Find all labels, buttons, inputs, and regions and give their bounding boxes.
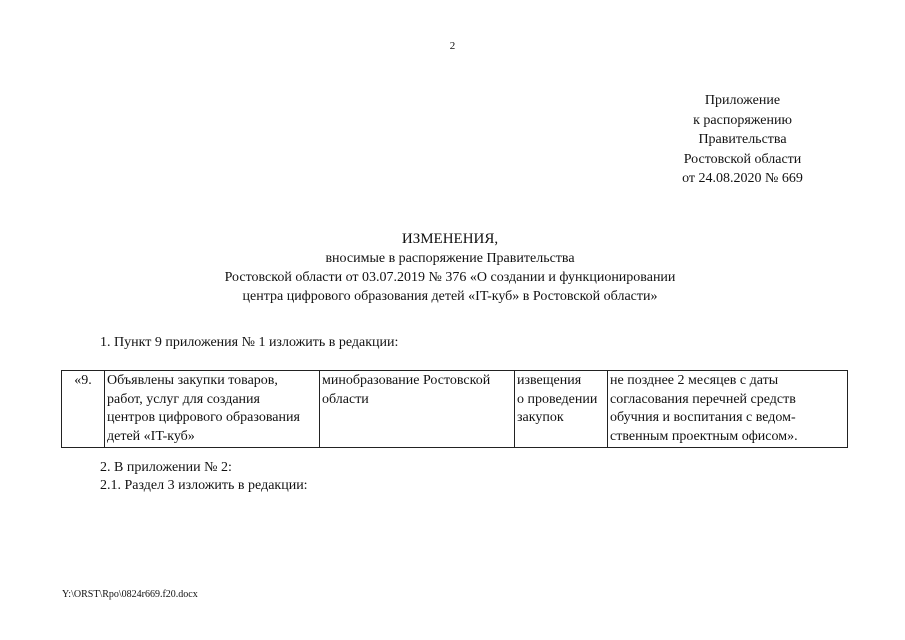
cell-event xyxy=(105,371,320,448)
appendix-line: Ростовской области xyxy=(683,151,802,167)
appendix-line: Приложение xyxy=(704,93,781,108)
file-path-footer: Y:\ORST\Rpo\0824r669.f20.docx xyxy=(62,589,198,600)
cell-text: о проведении xyxy=(517,391,598,407)
row-number: «9. xyxy=(74,373,92,388)
appendix-line: Правительства xyxy=(698,132,787,147)
cell-text: обучния и воспитания с ведом- xyxy=(610,410,796,425)
cell-text: Объявлены закупки товаров, xyxy=(107,373,278,388)
cell-text: не позднее 2 месяцев с даты xyxy=(610,373,779,388)
appendix-line: от 24.08.2020 № 669 xyxy=(682,171,803,186)
cell-number xyxy=(62,371,105,448)
cell-text: извещения xyxy=(517,373,582,388)
heading-line: Ростовской области от 03.07.2019 № 376 «О создании и функционировании xyxy=(224,270,676,285)
page-number: 2 xyxy=(449,40,456,52)
cell-text: детей «IT-куб» xyxy=(107,428,195,444)
paragraph-1: 1. Пункт 9 приложения № 1 изложить в редакции: xyxy=(100,335,399,350)
cell-text: работ, услуг для создания xyxy=(107,391,260,407)
appendix-line: к распоряжению xyxy=(693,112,792,128)
cell-text: области xyxy=(322,391,369,407)
cell-text: ственным проектным офисом». xyxy=(610,428,798,444)
table-row xyxy=(62,371,848,448)
heading-line: вносимые в распоряжение Правительства xyxy=(325,251,575,266)
appendix-block xyxy=(660,91,825,189)
cell-text: закупок xyxy=(517,410,564,425)
changes-table xyxy=(61,370,848,448)
paragraph-3: 2.1. Раздел 3 изложить в редакции: xyxy=(100,478,308,493)
cell-text: согласования перечней средств xyxy=(610,391,796,407)
cell-responsible xyxy=(320,371,515,448)
heading-line: центра цифрового образования детей «IT-куб» в Ростовской области» xyxy=(242,289,658,304)
cell-text: минобразование Ростовской xyxy=(322,373,491,388)
cell-deadline xyxy=(608,371,848,448)
cell-text: центров цифрового образования xyxy=(107,410,300,425)
cell-document xyxy=(515,371,608,448)
document-heading xyxy=(150,230,750,306)
paragraph-2: 2. В приложении № 2: xyxy=(100,460,232,475)
heading-title: ИЗМЕНЕНИЯ, xyxy=(401,231,499,247)
